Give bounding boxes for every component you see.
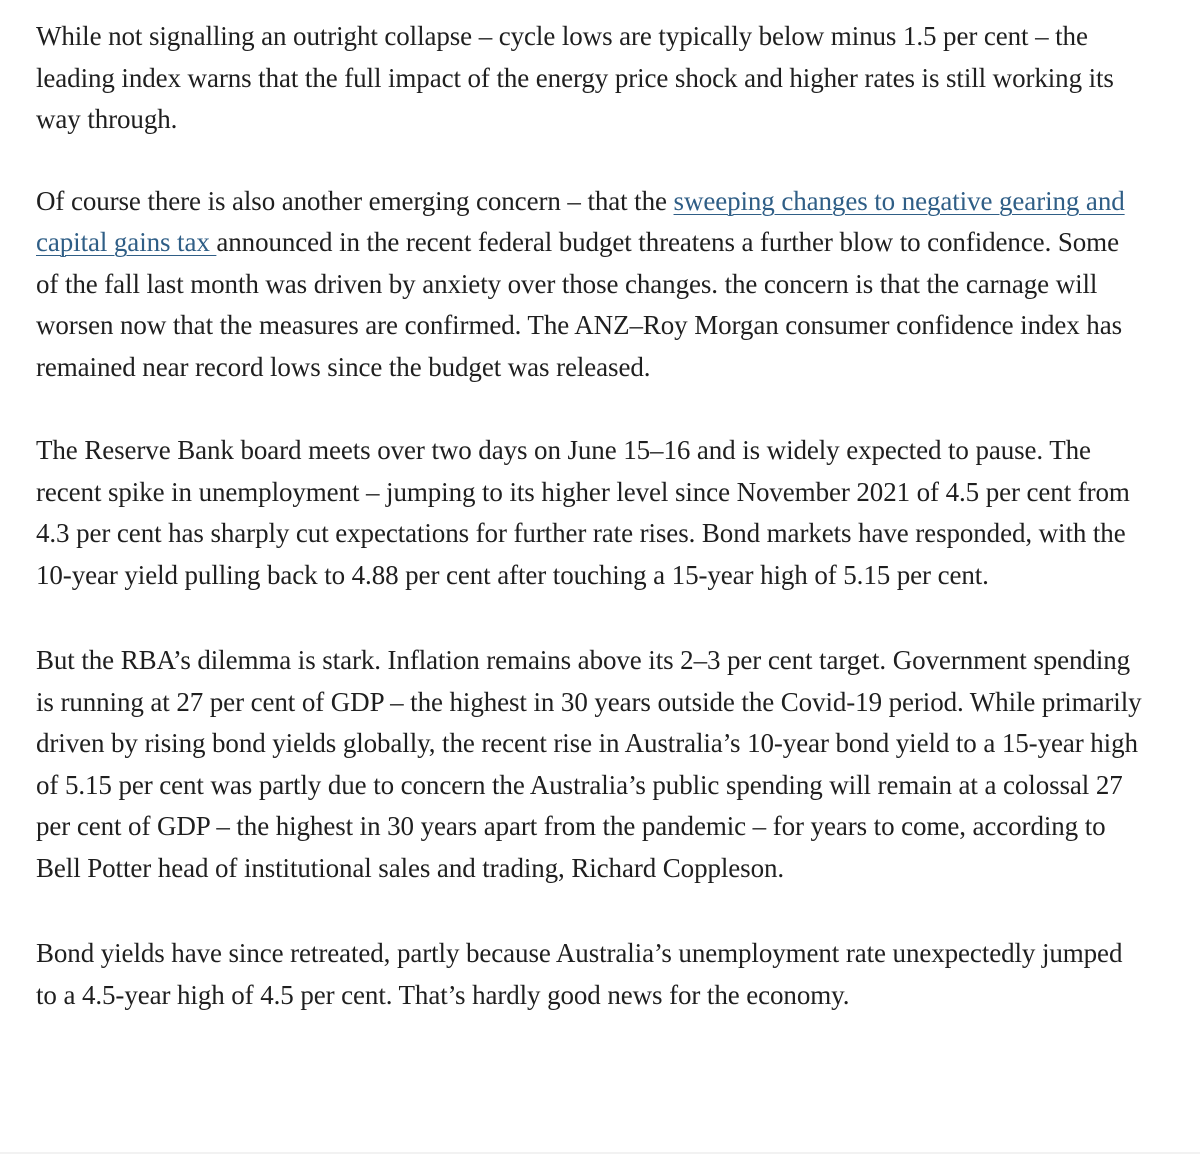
paragraph-bond-yields: Bond yields have since retreated, partly because Australia’s unemployment rate unexpectedly jumped to a 4.5-year high of 4.5 per cent. That’s hardly good news for the economy.: [36, 938, 1123, 1010]
paragraph-emerging-concern: [36, 181, 1146, 389]
paragraph-leading-index: While not signalling an outright collapse – cycle lows are typically below minus 1.5 per cent – the leading index warns that the full impact of the energy price shock and higher rates is still working its way through.: [36, 21, 1114, 134]
paragraph-reserve-bank: The Reserve Bank board meets over two days on June 15–16 and is widely expected to pause. The recent spike in unemployment – jumping to its higher level since November 2021 of 4.5 per cent from 4.3 per cent has sharply cut expectations for further rate rises. Bond markets have responded, with the 10-year yield pulling back to 4.88 per cent after touching a 15-year high of 5.15 per cent.: [36, 435, 1130, 590]
negative-gearing-link[interactable]: sweeping changes to negative gearing and capital gains tax: [36, 185, 1125, 257]
paragraph-rba-dilemma: But the RBA’s dilemma is stark. Inflation remains above its 2–3 per cent target. Government spending is running at 27 per cent of GDP – the highest in 30 years outside the Covid-19 period. While primarily driven by rising bond yields globally, the recent rise in Australia’s 10-year bond yield to a 15-year high of 5.15 per cent was partly due to concern the Australia’s public spending will remain at a colossal 27 per cent of GDP – the highest in 30 years apart from the pandemic – for years to come, according to Bell Potter head of institutional sales and trading, Richard Coppleson.: [36, 645, 1142, 883]
paragraph-text-after-link: announced in the recent federal budget threatens a further blow to confidence. Some of the fall last month was driven by anxiety over those changes. the concern is that the carnage will worsen now that the measures are confirmed. The ANZ–Roy Morgan consumer confidence index has remained near record lows since the budget was released.: [36, 227, 1122, 382]
paragraph-text-before-link: Of course there is also another emerging concern – that the: [36, 185, 674, 216]
article-body: [36, 16, 1146, 1058]
